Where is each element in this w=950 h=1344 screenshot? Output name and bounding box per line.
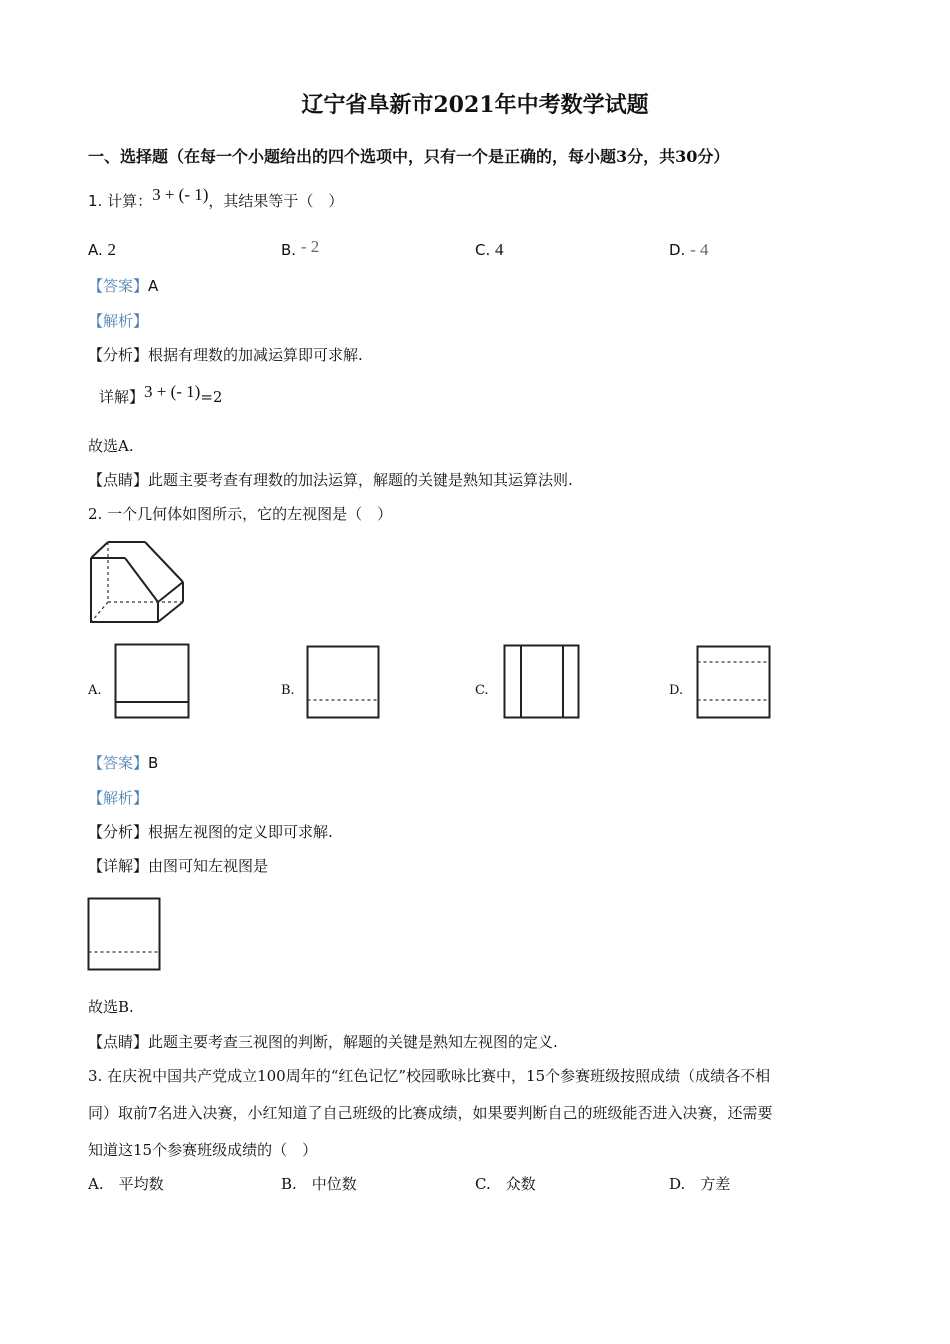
q1-fenxi: 【分析】根据有理数的加减运算即可求解. [88,346,363,364]
q2-option-c-label: C. [475,683,489,698]
q2-fenxi: 【分析】根据左视图的定义即可求解. [88,823,333,841]
q1-option-d: D. - 4 [669,240,709,259]
q1-prefix: 1. 计算： [88,192,153,210]
q1-answer: 【答案】A [88,277,159,295]
q1-analysis-tag: 【解析】 [88,312,149,330]
q2-xiangjie: 【详解】由图可知左视图是 [88,857,269,875]
solid-figure [88,538,188,626]
left-view-figure [87,897,161,971]
q2-option-a-figure [114,643,190,719]
q3-option-b: B. 中位数 [281,1175,357,1193]
q2-option-d-label: D. [669,683,684,698]
q2-option-d-figure [696,645,771,719]
section-heading: 一、选择题（在每一个小题给出的四个选项中，只有一个是正确的，每小题3分，共30分） [88,147,730,166]
q1-expression: 3 + (- 1) [152,185,209,204]
q2-answer: 【答案】B [88,754,159,772]
q1-option-c: C. 4 [475,240,504,259]
q1-conclusion: 故选A. [88,437,134,455]
q1-option-a: A. 2 [88,240,117,259]
q2-dianjing: 【点睛】此题主要考查三视图的判断，解题的关键是熟知左视图的定义. [88,1033,558,1051]
q2-stem: 2. 一个几何体如图所示，它的左视图是（ ） [88,505,393,523]
q3-stem-line-2: 同）取前7名进入决赛，小红知道了自己班级的比赛成绩，如果要判断自己的班级能否进入决赛，还需要 [88,1104,773,1122]
page-title: 辽宁省阜新市2021年中考数学试题 [301,92,649,118]
q1-stem [88,185,344,211]
q1-option-b: B. - 2 [281,237,320,259]
q3-option-d: D. 方差 [669,1175,731,1193]
q3-stem-line-3: 知道这15个参赛班级成绩的（ ） [88,1141,318,1159]
q2-option-a-label: A. [88,683,102,698]
q1-suffix: ，其结果等于（ ） [208,192,344,210]
q2-option-b-figure [306,645,380,719]
q3-stem-line-1: 3. 在庆祝中国共产党成立100周年的“红色记忆”校园歌咏比赛中，15个参赛班级按照成绩（成绩各不相 [88,1067,771,1085]
q2-option-c-figure [503,644,580,719]
q3-option-c: C. 众数 [475,1175,536,1193]
q1-dianjing: 【点睛】此题主要考查有理数的加法运算，解题的关键是熟知其运算法则. [88,471,573,489]
q2-analysis-tag: 【解析】 [88,789,149,807]
q2-conclusion: 故选B. [88,998,134,1016]
q1-xiangjie: 详解】3 + (- 1)=2 [99,382,223,406]
q2-option-b-label: B. [281,683,295,698]
q3-option-a: A. 平均数 [88,1175,164,1193]
